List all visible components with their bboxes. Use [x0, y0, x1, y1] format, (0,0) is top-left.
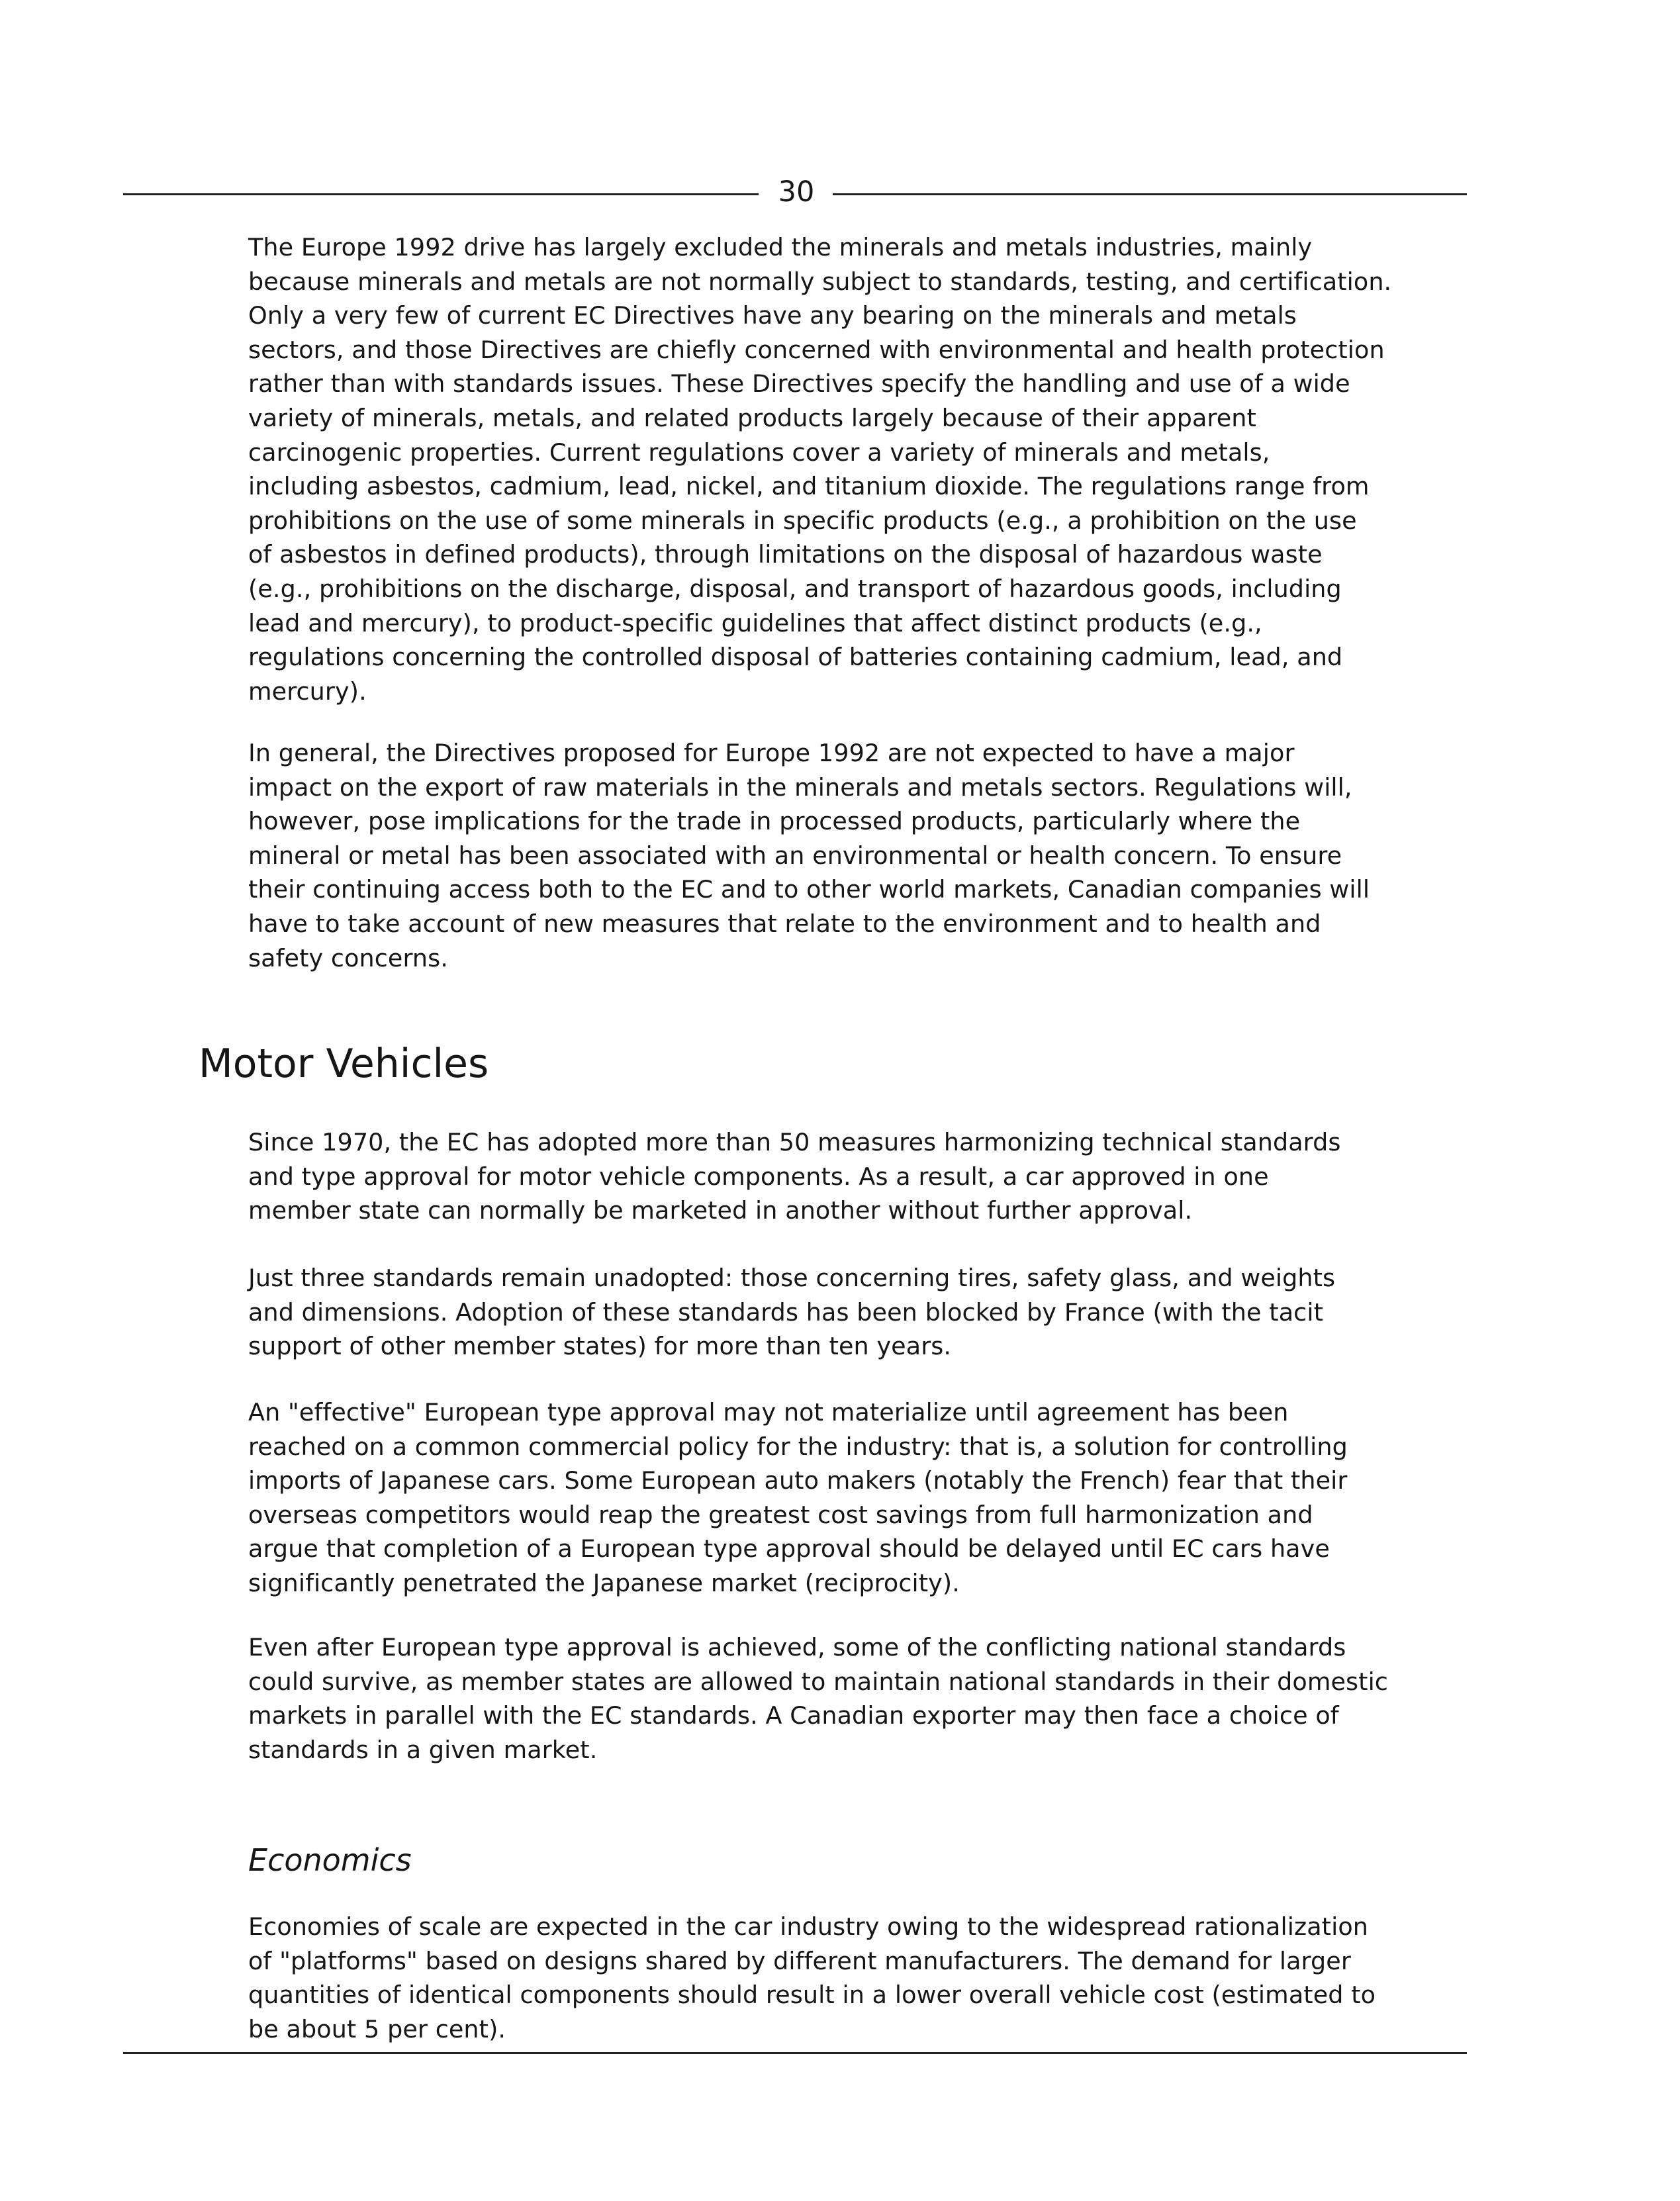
text-line: Economies of scale are expected in the car industry owing to the widespread rationalization [248, 1912, 1369, 1941]
text-line: including asbestos, cadmium, lead, nickel, and titanium dioxide. The regulations range from [248, 472, 1370, 501]
paragraph-harmonizing-standards [248, 1125, 1466, 1228]
text-line: lead and mercury), to product-specific guidelines that affect distinct products (e.g., [248, 608, 1262, 637]
text-line: Since 1970, the EC has adopted more than 50 measures harmonizing technical standards [248, 1128, 1341, 1156]
text-line: An "effective" European type approval may not materialize until agreement has been [248, 1398, 1289, 1427]
text-line: Even after European type approval is achieved, some of the conflicting national standards [248, 1633, 1346, 1662]
text-line: mineral or metal has been associated with an environmental or health concern. To ensure [248, 841, 1342, 870]
header-rule-left [123, 193, 759, 195]
text-line: quantities of identical components should result in a lower overall vehicle cost (estimated to [248, 1981, 1376, 2010]
text-line: markets in parallel with the EC standards. A Canadian exporter may then face a choice of [248, 1701, 1339, 1730]
text-line: variety of minerals, metals, and related products largely because of their apparent [248, 403, 1256, 432]
paragraph-unadopted-standards [248, 1261, 1466, 1364]
text-line: have to take account of new measures that relate to the environment and to health and [248, 909, 1321, 938]
text-line: impact on the export of raw materials in the minerals and metals sectors. Regulations will, [248, 773, 1352, 802]
text-line: argue that completion of a European type approval should be delayed until EC cars have [248, 1534, 1330, 1564]
text-line: be about 5 per cent). [248, 2014, 506, 2043]
text-line: and dimensions. Adoption of these standards has been blocked by France (with the tacit [248, 1297, 1323, 1327]
text-line: standards in a given market. [248, 1735, 598, 1764]
paragraph-national-standards [248, 1630, 1466, 1767]
text-line: prohibitions on the use of some minerals in specific products (e.g., a prohibition on the use [248, 506, 1357, 535]
text-line: significantly penetrated the Japanese market (reciprocity). [248, 1568, 960, 1597]
section-heading-motor-vehicles: Motor Vehicles [199, 1041, 489, 1087]
text-line: rather than with standards issues. These Directives specify the handling and use of a wide [248, 369, 1350, 398]
header-rule-right [833, 193, 1467, 195]
text-line: (e.g., prohibitions on the discharge, disposal, and transport of hazardous goods, including [248, 574, 1342, 603]
text-line: of asbestos in defined products), through limitations on the disposal of hazardous waste [248, 540, 1323, 569]
text-line: Only a very few of current EC Directives have any bearing on the minerals and metals [248, 301, 1297, 330]
text-line: imports of Japanese cars. Some European auto makers (notably the French) fear that their [248, 1466, 1348, 1495]
text-line: carcinogenic properties. Current regulations cover a variety of minerals and metals, [248, 438, 1270, 467]
text-line: overseas competitors would reap the greatest cost savings from full harmonization and [248, 1500, 1313, 1529]
paragraph-minerals-exclusion [248, 230, 1466, 708]
text-line: The Europe 1992 drive has largely excluded the minerals and metals industries, mainly [248, 233, 1313, 261]
text-line: their continuing access both to the EC and to other world markets, Canadian companies will [248, 875, 1370, 904]
paragraph-economies-of-scale [248, 1910, 1466, 2046]
text-line: could survive, as member states are allowed to maintain national standards in their domestic [248, 1667, 1388, 1696]
page-number: 30 [778, 175, 815, 209]
text-line: regulations concerning the controlled disposal of batteries containing cadmium, lead, and [248, 643, 1343, 672]
paragraph-type-approval [248, 1395, 1466, 1601]
text-line: member state can normally be marketed in another without further approval. [248, 1196, 1193, 1225]
text-line: and type approval for motor vehicle components. As a result, a car approved in one [248, 1162, 1269, 1191]
paragraph-directives-impact [248, 736, 1466, 975]
text-line: because minerals and metals are not normally subject to standards, testing, and certification. [248, 267, 1392, 296]
text-line: Just three standards remain unadopted: those concerning tires, safety glass, and weights [248, 1264, 1336, 1292]
footer-rule [123, 2052, 1467, 2054]
text-line: of "platforms" based on designs shared by different manufacturers. The demand for larger [248, 1946, 1351, 1975]
text-line: support of other member states) for more than ten years. [248, 1332, 952, 1361]
text-line: mercury). [248, 677, 367, 706]
subsection-heading-economics: Economics [248, 1842, 412, 1878]
text-line: however, pose implications for the trade in processed products, particularly where the [248, 807, 1301, 836]
text-line: sectors, and those Directives are chiefly concerned with environmental and health protection [248, 335, 1385, 364]
text-line: reached on a common commercial policy for the industry: that is, a solution for controlling [248, 1432, 1348, 1461]
text-line: In general, the Directives proposed for Europe 1992 are not expected to have a major [248, 739, 1295, 767]
text-line: safety concerns. [248, 943, 448, 972]
